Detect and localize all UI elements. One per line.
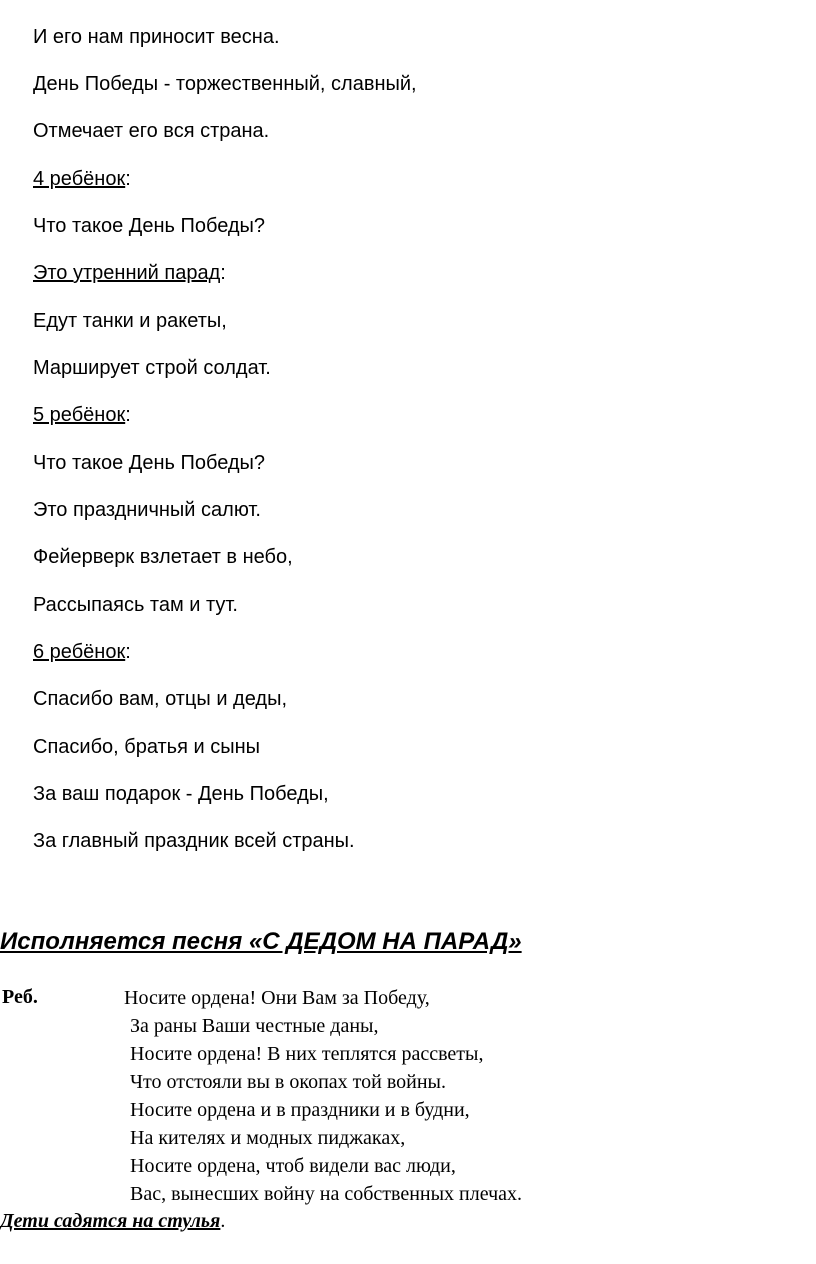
verse-line: Носите ордена и в праздники и в будни, — [130, 1099, 470, 1121]
song-title: Исполняется песня «С ДЕДОМ НА ПАРАД» — [0, 928, 522, 955]
parade-heading-text: Это утренний парад — [33, 262, 221, 284]
stage-direction-text: Дети садятся на стулья — [0, 1210, 221, 1232]
poem-line: Спасибо вам, отцы и деды, — [33, 688, 288, 710]
stage-direction — [0, 1210, 225, 1233]
poem-line: Фейерверк взлетает в небо, — [33, 546, 293, 568]
poem-line: День Победы - торжественный, славный, — [33, 73, 417, 95]
parade-heading — [33, 261, 226, 285]
verse-line: На кителях и модных пиджаках, — [130, 1127, 406, 1149]
poem-line: Едут танки и ракеты, — [33, 310, 227, 332]
poem-line: И его нам приносит весна. — [33, 26, 280, 48]
verse-line: Вас, вынесших войну на собственных плечах. — [130, 1183, 523, 1205]
speaker-name-5: 5 ребёнок — [33, 404, 126, 426]
speaker-label-6 — [33, 640, 131, 664]
colon: : — [125, 641, 131, 663]
poem-line: Рассыпаясь там и тут. — [33, 594, 238, 616]
poem-line: Отмечает его вся страна. — [33, 120, 270, 142]
poem-line: Спасибо, братья и сыны — [33, 736, 261, 758]
verse-line: Носите ордена, чтоб видели вас люди, — [130, 1155, 456, 1177]
speaker-label-4 — [33, 167, 131, 191]
colon: : — [220, 262, 226, 284]
stage-direction-period: . — [220, 1210, 226, 1232]
verse-line: Носите ордена! В них теплятся рассветы, — [130, 1043, 484, 1065]
verse-line: Носите ордена! Они Вам за Победу, — [124, 987, 430, 1009]
poem-line: Марширует строй солдат. — [33, 357, 271, 379]
speaker-name-4: 4 ребёнок — [33, 168, 126, 190]
verse-speaker: Реб. — [2, 986, 38, 1008]
poem-line: За ваш подарок - День Победы, — [33, 783, 329, 805]
verse-line: Что отстояли вы в окопах той войны. — [130, 1071, 446, 1093]
colon: : — [125, 404, 131, 426]
poem-line: Что такое День Победы? — [33, 452, 266, 474]
poem-line: Что такое День Победы? — [33, 215, 266, 237]
colon: : — [125, 168, 131, 190]
poem-line: За главный праздник всей страны. — [33, 830, 355, 852]
verse-line: За раны Ваши честные даны, — [130, 1015, 379, 1037]
speaker-label-5 — [33, 403, 131, 427]
poem-line: Это праздничный салют. — [33, 499, 261, 521]
speaker-name-6: 6 ребёнок — [33, 641, 126, 663]
